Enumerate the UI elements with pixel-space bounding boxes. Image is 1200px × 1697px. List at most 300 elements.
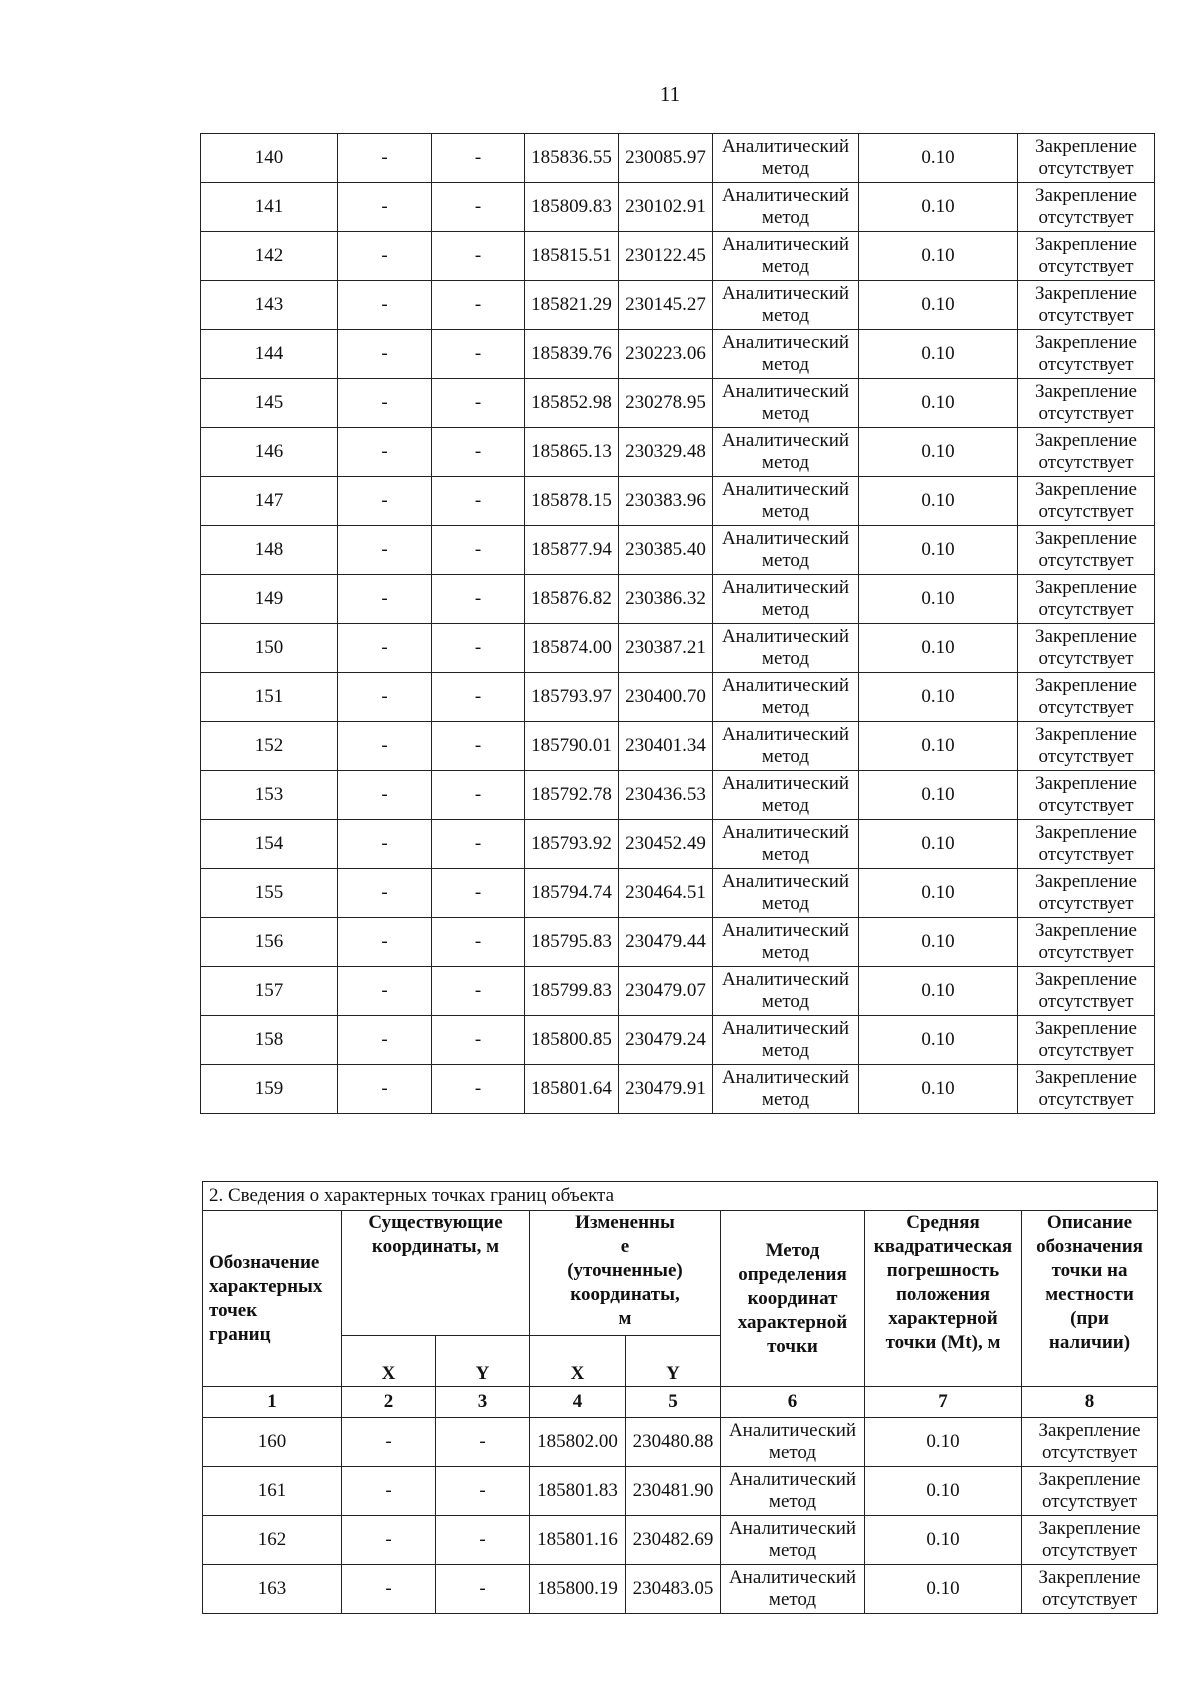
table-row — [201, 722, 1155, 771]
changed-y-cell: 230401.34 — [619, 722, 713, 771]
changed-x-cell: 185865.13 — [525, 428, 619, 477]
changed-y-cell: 230386.32 — [619, 575, 713, 624]
existing-y-cell: - — [432, 477, 525, 526]
existing-x-cell: - — [342, 1516, 436, 1565]
table-row — [201, 134, 1155, 183]
existing-x-cell: - — [338, 232, 432, 281]
method-cell — [713, 869, 859, 918]
description-cell — [1018, 967, 1155, 1016]
method-cell-line-1: Аналитический — [721, 724, 850, 745]
changed-x-cell: 185790.01 — [525, 722, 619, 771]
mt-cell: 0.10 — [859, 1016, 1018, 1065]
description-cell — [1018, 575, 1155, 624]
existing-y-cell: - — [432, 624, 525, 673]
header-existing-coordinates — [342, 1211, 530, 1336]
description-cell — [1018, 428, 1155, 477]
description-cell-line-2: отсутствует — [1041, 1442, 1138, 1463]
existing-y-cell: - — [432, 771, 525, 820]
header-line: характерных — [209, 1275, 323, 1297]
description-cell — [1018, 134, 1155, 183]
header-mean-square-error — [865, 1211, 1022, 1387]
point-number-cell: 147 — [201, 477, 338, 526]
header-line: м — [618, 1308, 632, 1329]
table-row — [201, 967, 1155, 1016]
method-cell-line-1: Аналитический — [721, 626, 850, 647]
table-row — [201, 575, 1155, 624]
table-row — [201, 232, 1155, 281]
changed-y-cell: 230480.88 — [626, 1418, 721, 1467]
method-cell-line-1: Аналитический — [721, 675, 850, 696]
changed-x-cell: 185852.98 — [525, 379, 619, 428]
table-body — [201, 134, 1155, 1114]
mt-cell: 0.10 — [859, 624, 1018, 673]
description-cell-line-1: Закрепление — [1035, 773, 1137, 794]
existing-y-cell: - — [432, 183, 525, 232]
header-line: границ — [209, 1323, 271, 1345]
point-number-cell: 156 — [201, 918, 338, 967]
existing-y-cell: - — [432, 379, 525, 428]
changed-y-cell: 230479.91 — [619, 1065, 713, 1114]
description-cell-line-1: Закрепление — [1035, 283, 1137, 304]
mt-cell: 0.10 — [859, 134, 1018, 183]
changed-y-cell: 230122.45 — [619, 232, 713, 281]
header-line: Существующие — [368, 1212, 503, 1233]
method-cell-line-2: метод — [761, 305, 810, 326]
changed-y-cell: 230436.53 — [619, 771, 713, 820]
table-row — [201, 1065, 1155, 1114]
description-cell-line-2: отсутствует — [1038, 305, 1134, 326]
description-cell-line-2: отсутствует — [1038, 697, 1134, 718]
method-cell — [713, 134, 859, 183]
description-cell — [1022, 1467, 1158, 1516]
point-number-cell: 161 — [203, 1467, 342, 1516]
description-cell-line-2: отсутствует — [1038, 746, 1134, 767]
header-line: (уточненные) — [567, 1260, 683, 1281]
changed-x-cell: 185878.15 — [525, 477, 619, 526]
method-cell-line-2: метод — [761, 452, 810, 473]
description-cell — [1018, 232, 1155, 281]
table-row — [201, 183, 1155, 232]
method-cell-line-1: Аналитический — [721, 234, 850, 255]
point-number-cell: 146 — [201, 428, 338, 477]
description-cell-line-1: Закрепление — [1035, 969, 1137, 990]
existing-x-cell: - — [342, 1418, 436, 1467]
header-line: местности — [1045, 1284, 1134, 1305]
changed-x-cell: 185801.64 — [525, 1065, 619, 1114]
table-row — [201, 918, 1155, 967]
changed-y-cell: 230479.07 — [619, 967, 713, 1016]
method-cell-line-1: Аналитический — [721, 136, 850, 157]
table-row — [201, 281, 1155, 330]
method-cell-line-1: Аналитический — [721, 1067, 850, 1088]
header-line: е — [620, 1236, 630, 1257]
mt-cell: 0.10 — [859, 379, 1018, 428]
point-number-cell: 150 — [201, 624, 338, 673]
point-number-cell: 159 — [201, 1065, 338, 1114]
point-number-cell: 148 — [201, 526, 338, 575]
header-y-changed: Y — [626, 1336, 721, 1387]
table-row — [201, 1016, 1155, 1065]
description-cell-line-2: отсутствует — [1038, 158, 1134, 179]
header-y-existing: Y — [436, 1336, 530, 1387]
method-cell-line-1: Аналитический — [721, 430, 850, 451]
point-number-cell: 140 — [201, 134, 338, 183]
description-cell-line-2: отсутствует — [1038, 844, 1134, 865]
mt-cell: 0.10 — [859, 477, 1018, 526]
column-number-row — [203, 1387, 1158, 1418]
point-number-cell: 152 — [201, 722, 338, 771]
existing-y-cell: - — [436, 1565, 530, 1614]
method-cell — [713, 232, 859, 281]
existing-x-cell: - — [338, 722, 432, 771]
description-cell — [1022, 1516, 1158, 1565]
changed-y-cell: 230329.48 — [619, 428, 713, 477]
method-cell — [721, 1516, 865, 1565]
method-cell-line-2: метод — [761, 599, 810, 620]
description-cell-line-2: отсутствует — [1038, 501, 1134, 522]
table-row — [201, 428, 1155, 477]
method-cell-line-2: метод — [768, 1540, 817, 1561]
changed-y-cell: 230482.69 — [626, 1516, 721, 1565]
table-row — [201, 771, 1155, 820]
header-line: (при — [1070, 1308, 1109, 1329]
description-cell-line-2: отсутствует — [1038, 795, 1134, 816]
changed-x-cell: 185836.55 — [525, 134, 619, 183]
method-cell-line-1: Аналитический — [721, 871, 850, 892]
description-cell — [1018, 477, 1155, 526]
method-cell-line-2: метод — [768, 1442, 817, 1463]
header-line: точек — [209, 1299, 258, 1321]
table-row — [201, 477, 1155, 526]
description-cell-line-2: отсутствует — [1038, 403, 1134, 424]
description-cell-line-2: отсутствует — [1038, 1089, 1134, 1110]
existing-x-cell: - — [338, 428, 432, 477]
method-cell-line-2: метод — [761, 550, 810, 571]
header-x-existing: X — [342, 1336, 436, 1387]
description-cell-line-1: Закрепление — [1035, 724, 1137, 745]
description-cell-line-1: Закрепление — [1035, 528, 1137, 549]
method-cell-line-2: метод — [761, 746, 810, 767]
column-number-cell: 2 — [342, 1387, 436, 1418]
header-line: точки (Mt), м — [885, 1332, 1001, 1353]
method-cell-line-1: Аналитический — [721, 577, 850, 598]
description-cell — [1022, 1565, 1158, 1614]
header-description — [1022, 1211, 1158, 1387]
table-row — [201, 624, 1155, 673]
method-cell — [721, 1467, 865, 1516]
changed-x-cell: 185800.85 — [525, 1016, 619, 1065]
table-row — [201, 330, 1155, 379]
header-line: координаты, — [570, 1284, 680, 1305]
existing-y-cell: - — [432, 134, 525, 183]
existing-y-cell: - — [432, 1065, 525, 1114]
existing-x-cell: - — [338, 624, 432, 673]
column-number-cell: 1 — [203, 1387, 342, 1418]
existing-x-cell: - — [338, 918, 432, 967]
method-cell — [721, 1418, 865, 1467]
header-line: обозначения — [1036, 1236, 1143, 1257]
changed-y-cell: 230452.49 — [619, 820, 713, 869]
existing-y-cell: - — [432, 232, 525, 281]
method-cell-line-1: Аналитический — [721, 920, 850, 941]
method-cell-line-2: метод — [761, 697, 810, 718]
changed-y-cell: 230464.51 — [619, 869, 713, 918]
method-cell-line-1: Аналитический — [721, 185, 850, 206]
existing-x-cell: - — [338, 869, 432, 918]
description-cell — [1018, 330, 1155, 379]
changed-y-cell: 230085.97 — [619, 134, 713, 183]
changed-x-cell: 185815.51 — [525, 232, 619, 281]
changed-y-cell: 230481.90 — [626, 1467, 721, 1516]
header-changed-coordinates — [530, 1211, 721, 1336]
changed-y-cell: 230483.05 — [626, 1565, 721, 1614]
mt-cell: 0.10 — [865, 1516, 1022, 1565]
changed-x-cell: 185801.83 — [530, 1467, 626, 1516]
existing-y-cell: - — [432, 526, 525, 575]
point-number-cell: 160 — [203, 1418, 342, 1467]
header-line: точки на — [1051, 1260, 1128, 1281]
description-cell-line-2: отсутствует — [1038, 550, 1134, 571]
description-cell-line-2: отсутствует — [1038, 207, 1134, 228]
method-cell — [713, 673, 859, 722]
description-cell-line-2: отсутствует — [1041, 1540, 1138, 1561]
description-cell-line-1: Закрепление — [1035, 920, 1137, 941]
description-cell-line-1: Закрепление — [1035, 381, 1137, 402]
changed-x-cell: 185792.78 — [525, 771, 619, 820]
method-cell — [713, 722, 859, 771]
changed-x-cell: 185801.16 — [530, 1516, 626, 1565]
description-cell — [1018, 281, 1155, 330]
header-line: наличии) — [1048, 1332, 1131, 1353]
mt-cell: 0.10 — [865, 1565, 1022, 1614]
method-cell-line-2: метод — [761, 158, 810, 179]
point-number-cell: 155 — [201, 869, 338, 918]
table-row — [201, 869, 1155, 918]
header-line: Метод — [765, 1239, 820, 1261]
description-cell-line-1: Закрепление — [1035, 234, 1137, 255]
description-cell-line-1: Закрепление — [1038, 1567, 1141, 1588]
method-cell-line-1: Аналитический — [721, 479, 850, 500]
method-cell-line-2: метод — [761, 1040, 810, 1061]
existing-x-cell: - — [338, 673, 432, 722]
header-line: положения — [895, 1284, 991, 1305]
point-number-cell: 163 — [203, 1565, 342, 1614]
description-cell-line-2: отсутствует — [1038, 354, 1134, 375]
changed-y-cell: 230145.27 — [619, 281, 713, 330]
method-cell — [713, 183, 859, 232]
method-cell-line-1: Аналитический — [721, 1018, 850, 1039]
changed-y-cell: 230223.06 — [619, 330, 713, 379]
description-cell-line-2: отсутствует — [1038, 648, 1134, 669]
description-cell-line-1: Закрепление — [1038, 1518, 1141, 1539]
mt-cell: 0.10 — [859, 771, 1018, 820]
existing-x-cell: - — [342, 1467, 436, 1516]
description-cell-line-1: Закрепление — [1035, 822, 1137, 843]
changed-x-cell: 185793.97 — [525, 673, 619, 722]
description-cell — [1018, 918, 1155, 967]
method-cell-line-1: Аналитический — [721, 822, 850, 843]
changed-x-cell: 185809.83 — [525, 183, 619, 232]
table-body — [203, 1418, 1158, 1614]
existing-y-cell: - — [432, 967, 525, 1016]
table-row — [203, 1565, 1158, 1614]
method-cell-line-2: метод — [761, 893, 810, 914]
method-cell-line-1: Аналитический — [721, 381, 850, 402]
changed-y-cell: 230479.24 — [619, 1016, 713, 1065]
column-number-cell: 4 — [530, 1387, 626, 1418]
changed-x-cell: 185821.29 — [525, 281, 619, 330]
changed-x-cell: 185795.83 — [525, 918, 619, 967]
column-number-cell: 5 — [626, 1387, 721, 1418]
mt-cell: 0.10 — [859, 918, 1018, 967]
header-point-designation — [203, 1211, 342, 1387]
changed-y-cell: 230387.21 — [619, 624, 713, 673]
header-line: погрешность — [886, 1260, 1000, 1281]
description-cell — [1018, 526, 1155, 575]
existing-x-cell: - — [338, 281, 432, 330]
header-line: Измененны — [575, 1212, 675, 1233]
table-row — [201, 526, 1155, 575]
existing-x-cell: - — [338, 526, 432, 575]
existing-y-cell: - — [432, 869, 525, 918]
description-cell-line-1: Закрепление — [1035, 136, 1137, 157]
changed-y-cell: 230479.44 — [619, 918, 713, 967]
method-cell-line-2: метод — [761, 354, 810, 375]
description-cell-line-2: отсутствует — [1038, 942, 1134, 963]
description-cell-line-1: Закрепление — [1035, 1018, 1137, 1039]
method-cell — [713, 771, 859, 820]
existing-y-cell: - — [432, 1016, 525, 1065]
mt-cell: 0.10 — [859, 722, 1018, 771]
method-cell-line-1: Аналитический — [728, 1518, 857, 1539]
method-cell-line-2: метод — [761, 795, 810, 816]
method-cell — [713, 575, 859, 624]
point-number-cell: 151 — [201, 673, 338, 722]
method-cell-line-2: метод — [761, 403, 810, 424]
method-cell-line-1: Аналитический — [721, 528, 850, 549]
mt-cell: 0.10 — [859, 967, 1018, 1016]
method-cell — [713, 820, 859, 869]
changed-y-cell: 230278.95 — [619, 379, 713, 428]
mt-cell: 0.10 — [859, 820, 1018, 869]
changed-x-cell: 185794.74 — [525, 869, 619, 918]
header-line: определения — [738, 1263, 847, 1285]
changed-x-cell: 185800.19 — [530, 1565, 626, 1614]
header-line: характерной — [888, 1308, 998, 1329]
method-cell — [713, 624, 859, 673]
existing-y-cell: - — [432, 330, 525, 379]
method-cell — [713, 379, 859, 428]
point-number-cell: 162 — [203, 1516, 342, 1565]
mt-cell: 0.10 — [859, 526, 1018, 575]
point-number-cell: 145 — [201, 379, 338, 428]
header-line: квадратическая — [873, 1236, 1013, 1257]
description-cell — [1018, 820, 1155, 869]
existing-y-cell: - — [436, 1467, 530, 1516]
method-cell-line-2: метод — [768, 1491, 817, 1512]
method-cell-line-2: метод — [761, 256, 810, 277]
existing-x-cell: - — [342, 1565, 436, 1614]
existing-x-cell: - — [338, 379, 432, 428]
point-number-cell: 153 — [201, 771, 338, 820]
description-cell — [1018, 183, 1155, 232]
mt-cell: 0.10 — [859, 575, 1018, 624]
existing-x-cell: - — [338, 1065, 432, 1114]
description-cell-line-2: отсутствует — [1038, 991, 1134, 1012]
point-number-cell: 143 — [201, 281, 338, 330]
mt-cell: 0.10 — [859, 1065, 1018, 1114]
method-cell-line-2: метод — [768, 1589, 817, 1610]
method-cell — [713, 1065, 859, 1114]
mt-cell: 0.10 — [859, 673, 1018, 722]
mt-cell: 0.10 — [859, 183, 1018, 232]
header-line: характерной — [737, 1311, 848, 1333]
existing-y-cell: - — [432, 281, 525, 330]
header-line: Средняя — [906, 1212, 980, 1233]
table-row — [201, 673, 1155, 722]
description-cell-line-1: Закрепление — [1035, 430, 1137, 451]
description-cell — [1018, 869, 1155, 918]
description-cell-line-1: Закрепление — [1035, 185, 1137, 206]
existing-y-cell: - — [432, 722, 525, 771]
existing-x-cell: - — [338, 575, 432, 624]
method-cell-line-1: Аналитический — [728, 1567, 857, 1588]
point-number-cell: 142 — [201, 232, 338, 281]
mt-cell: 0.10 — [859, 232, 1018, 281]
method-cell-line-2: метод — [761, 207, 810, 228]
header-method — [721, 1211, 865, 1387]
existing-y-cell: - — [436, 1516, 530, 1565]
mt-cell: 0.10 — [859, 428, 1018, 477]
method-cell — [713, 526, 859, 575]
existing-y-cell: - — [432, 918, 525, 967]
description-cell-line-2: отсутствует — [1038, 452, 1134, 473]
changed-y-cell: 230400.70 — [619, 673, 713, 722]
changed-x-cell: 185802.00 — [530, 1418, 626, 1467]
changed-y-cell: 230385.40 — [619, 526, 713, 575]
method-cell-line-2: метод — [761, 844, 810, 865]
description-cell-line-1: Закрепление — [1035, 871, 1137, 892]
description-cell-line-2: отсутствует — [1038, 1040, 1134, 1061]
mt-cell: 0.10 — [859, 281, 1018, 330]
existing-x-cell: - — [338, 183, 432, 232]
changed-x-cell: 185874.00 — [525, 624, 619, 673]
point-number-cell: 144 — [201, 330, 338, 379]
existing-x-cell: - — [338, 771, 432, 820]
method-cell-line-2: метод — [761, 991, 810, 1012]
mt-cell: 0.10 — [865, 1418, 1022, 1467]
description-cell-line-1: Закрепление — [1038, 1469, 1141, 1490]
changed-x-cell: 185793.92 — [525, 820, 619, 869]
column-number-cell: 3 — [436, 1387, 530, 1418]
description-cell — [1022, 1418, 1158, 1467]
boundary-points-table — [202, 1181, 1158, 1614]
description-cell — [1018, 673, 1155, 722]
method-cell-line-1: Аналитический — [721, 332, 850, 353]
method-cell — [713, 281, 859, 330]
description-cell — [1018, 722, 1155, 771]
header-line: координаты, м — [371, 1236, 500, 1257]
existing-y-cell: - — [432, 428, 525, 477]
table-row — [203, 1516, 1158, 1565]
method-cell-line-2: метод — [761, 1089, 810, 1110]
description-cell — [1018, 624, 1155, 673]
existing-y-cell: - — [432, 820, 525, 869]
table-row — [203, 1418, 1158, 1467]
description-cell-line-2: отсутствует — [1041, 1589, 1138, 1610]
mt-cell: 0.10 — [859, 869, 1018, 918]
point-number-cell: 158 — [201, 1016, 338, 1065]
